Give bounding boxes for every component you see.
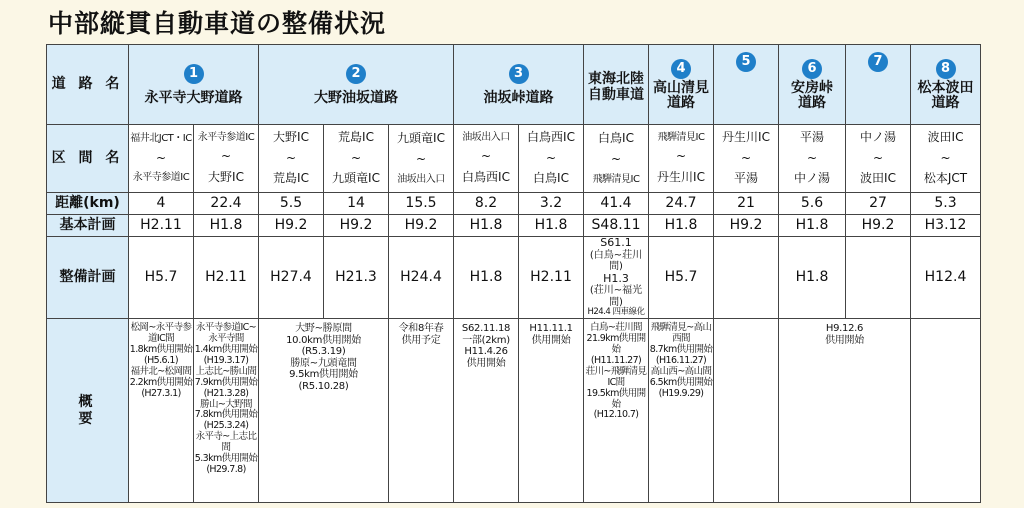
maintenance-cell: H21.3	[324, 237, 389, 319]
road-name: 油坂峠道路	[483, 89, 554, 106]
basic-plan-cell: H1.8	[519, 215, 584, 237]
basic-plan-cell: H9.2	[714, 215, 779, 237]
section-cell: 福井北JCT・IC ~ 永平寺参道IC	[129, 125, 194, 193]
road-6	[779, 45, 846, 125]
road-name: 大野油坂道路	[314, 89, 398, 106]
section-row	[47, 125, 981, 193]
maintenance-cell	[846, 237, 911, 319]
distance-cell: 5.6	[779, 193, 846, 215]
basic-plan-cell: S48.11	[584, 215, 649, 237]
road-number-badge: 8	[936, 59, 956, 79]
distance-label: 距離(km)	[47, 193, 129, 215]
road-name: 安房峠 道路	[791, 79, 834, 111]
maintenance-cell	[714, 237, 779, 319]
basic-plan-cell: H1.8	[194, 215, 259, 237]
road-name-label: 道 路 名	[47, 45, 129, 125]
overview-cell	[714, 319, 779, 503]
maintenance-cell: H2.11	[194, 237, 259, 319]
distance-cell: 22.4	[194, 193, 259, 215]
road-number-badge: 6	[802, 59, 822, 79]
basic-plan-cell: H9.2	[324, 215, 389, 237]
road-tokai-hokuriku	[584, 45, 649, 125]
basic-plan-cell: H9.2	[389, 215, 454, 237]
overview-cell: S62.11.18 一部(2km) H11.4.26 供用開始	[454, 319, 519, 503]
basic-plan-cell: H9.2	[846, 215, 911, 237]
overview-cell: 令和8年春 供用予定	[389, 319, 454, 503]
maintenance-cell: H5.7	[129, 237, 194, 319]
section-cell: 永平寺参道IC ~ 大野IC	[194, 125, 259, 193]
distance-cell: 21	[714, 193, 779, 215]
overview-cell	[911, 319, 981, 503]
road-name: 東海北陸 自動車道	[588, 71, 645, 103]
maintenance-plan-row	[47, 237, 981, 319]
basic-plan-label: 基本計画	[47, 215, 129, 237]
road-number-badge: 3	[509, 64, 529, 84]
road-3	[454, 45, 584, 125]
road-name: 松本波田 道路	[917, 79, 974, 111]
section-cell: 油坂出入口 ~ 白鳥西IC	[454, 125, 519, 193]
overview-label: 概 要	[47, 319, 129, 503]
road-name: 永平寺大野道路	[144, 89, 243, 106]
basic-plan-cell: H3.12	[911, 215, 981, 237]
section-cell: 九頭竜IC ~ 油坂出入口	[389, 125, 454, 193]
overview-cell: 大野~勝原間 10.0km供用開始 (R5.3.19) 勝原~九頭竜間 9.5km供用開始 (R5.10.28)	[259, 319, 389, 503]
overview-cell: 飛騨清見~高山西間 8.7km供用開始 (H16.11.27) 高山西~高山間 6.5km供用開始 (H19.9.29)	[649, 319, 714, 503]
overview-cell: 永平寺参道IC~永平寺間 1.4km供用開始 (H19.3.17) 上志比~勝山間 7.9km供用開始 (H21.3.28) 勝山~大野間 7.8km供用開始 (H25.3.24) 永平寺~上志比間 5.3km供用開始 (H29.7.8)	[194, 319, 259, 503]
distance-row	[47, 193, 981, 215]
overview-row	[47, 319, 981, 503]
distance-cell: 8.2	[454, 193, 519, 215]
distance-cell: 3.2	[519, 193, 584, 215]
basic-plan-cell: H1.8	[454, 215, 519, 237]
section-cell: 中ノ湯 ~ 波田IC	[846, 125, 911, 193]
road-8	[911, 45, 981, 125]
distance-cell: 15.5	[389, 193, 454, 215]
overview-cell: H9.12.6 供用開始	[779, 319, 911, 503]
page-title: 中部縦貫自動車道の整備状況	[48, 9, 387, 38]
road-2	[259, 45, 454, 125]
maintenance-cell: H5.7	[649, 237, 714, 319]
section-cell: 飛騨清見IC ~ 丹生川IC	[649, 125, 714, 193]
distance-cell: 24.7	[649, 193, 714, 215]
road-4	[649, 45, 714, 125]
maintenance-cell: H1.8	[779, 237, 846, 319]
section-cell: 丹生川IC ~ 平湯	[714, 125, 779, 193]
section-cell: 大野IC ~ 荒島IC	[259, 125, 324, 193]
basic-plan-cell: H2.11	[129, 215, 194, 237]
road-number-badge: 2	[346, 64, 366, 84]
maintenance-cell: H2.11	[519, 237, 584, 319]
road-number-badge: 4	[671, 59, 691, 79]
road-name-row	[47, 45, 981, 125]
maintenance-cell: H1.8	[454, 237, 519, 319]
section-cell: 荒島IC ~ 九頭竜IC	[324, 125, 389, 193]
maintenance-cell: H24.4	[389, 237, 454, 319]
distance-cell: 5.3	[911, 193, 981, 215]
section-cell: 波田IC ~ 松本JCT	[911, 125, 981, 193]
overview-cell: 松岡~永平寺参道IC間 1.8km供用開始 (H5.6.1) 福井北~松岡間 2.2km供用開始 (H27.3.1)	[129, 319, 194, 503]
road-number-badge: 1	[184, 64, 204, 84]
overview-cell: H11.11.1 供用開始	[519, 319, 584, 503]
basic-plan-cell: H1.8	[649, 215, 714, 237]
overview-cell: 白鳥~荘川間 21.9km供用開始 (H11.11.27) 荘川~飛騨清見IC間 19.5km供用開始 (H12.10.7)	[584, 319, 649, 503]
basic-plan-row	[47, 215, 981, 237]
road-5	[714, 45, 779, 125]
distance-cell: 41.4	[584, 193, 649, 215]
road-1	[129, 45, 259, 125]
road-number-badge: 7	[868, 52, 888, 72]
maintenance-plan-label: 整備計画	[47, 237, 129, 319]
section-cell: 平湯 ~ 中ノ湯	[779, 125, 846, 193]
maintenance-cell: S61.1 (白鳥~荘川間) H1.3 (荘川~福光間) H24.4 四車線化	[584, 237, 649, 319]
status-table	[46, 44, 981, 503]
basic-plan-cell: H9.2	[259, 215, 324, 237]
distance-cell: 27	[846, 193, 911, 215]
maintenance-cell: H12.4	[911, 237, 981, 319]
section-label: 区 間 名	[47, 125, 129, 193]
road-7	[846, 45, 911, 125]
distance-cell: 5.5	[259, 193, 324, 215]
maintenance-cell: H27.4	[259, 237, 324, 319]
distance-cell: 14	[324, 193, 389, 215]
basic-plan-cell: H1.8	[779, 215, 846, 237]
distance-cell: 4	[129, 193, 194, 215]
section-cell: 白鳥IC ~ 飛騨清見IC	[584, 125, 649, 193]
road-name: 高山清見 道路	[653, 79, 710, 111]
section-cell: 白鳥西IC ~ 白鳥IC	[519, 125, 584, 193]
road-number-badge: 5	[736, 52, 756, 72]
